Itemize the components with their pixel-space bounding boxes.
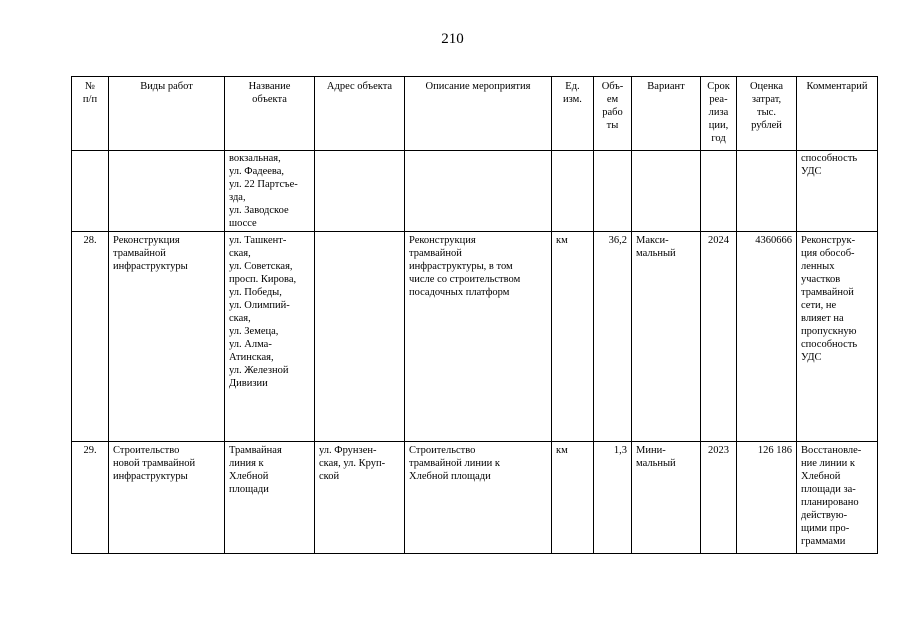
cell-object-name <box>225 442 315 554</box>
cell-address <box>315 442 405 554</box>
header-address <box>315 77 405 151</box>
cell-line: ем <box>606 94 619 105</box>
cell-object-name <box>225 232 315 442</box>
header-variant <box>632 77 701 151</box>
cell-line: Дивизии <box>229 378 268 389</box>
cell-line: ской <box>319 471 340 482</box>
header-work-type <box>109 77 225 151</box>
cell-line: ции, <box>708 120 729 131</box>
header-unit <box>552 77 594 151</box>
cell-line: Мини- <box>636 445 666 456</box>
cell-line: трамвайной <box>113 248 166 259</box>
table-row <box>72 232 878 442</box>
cell-unit: км <box>552 442 594 554</box>
cell-line: Реконструкция <box>409 235 476 246</box>
cell-line: ул. Железной <box>229 365 289 376</box>
cell-line: участков <box>801 274 841 285</box>
cell-work-type <box>109 232 225 442</box>
cell-line: пропускную <box>801 326 857 337</box>
cell-line: граммами <box>801 536 846 547</box>
cell-line: Оценка <box>749 81 784 92</box>
cell-line: щими про- <box>801 523 850 534</box>
cell-description <box>405 442 552 554</box>
cell-line: влияет на <box>801 313 844 324</box>
cell-line: ская, ул. Круп- <box>319 458 386 469</box>
cell-line: Реконструк- <box>801 235 856 246</box>
cell-line: числе со строительством <box>409 274 521 285</box>
cell-line: Срок <box>707 81 730 92</box>
cell-line: Строительство <box>409 445 476 456</box>
cell-address <box>315 151 405 232</box>
cell-line: ул. 22 Партсъе- <box>229 179 298 190</box>
cell-line: затрат, <box>751 94 782 105</box>
cell-line: изм. <box>563 94 582 105</box>
cell-line: УДС <box>801 352 822 363</box>
cell-line: инфраструктуры <box>113 261 188 272</box>
cell-line: способность <box>801 153 858 164</box>
cell-line: просп. Кирова, <box>229 274 297 285</box>
cell-num: 29. <box>72 442 109 554</box>
cell-variant <box>632 232 701 442</box>
cell-line: ты <box>606 120 619 131</box>
header-comment <box>797 77 878 151</box>
cell-line: трамвайной <box>801 287 854 298</box>
cell-unit <box>552 151 594 232</box>
cell-line: Макси- <box>636 235 669 246</box>
cell-line: лиза <box>708 107 729 118</box>
cell-term <box>701 151 737 232</box>
cell-line: вокзальная, <box>229 153 281 164</box>
cell-line: ул. Победы, <box>229 287 282 298</box>
cell-line: рублей <box>751 120 782 131</box>
cell-cost: 4360666 <box>737 232 797 442</box>
cell-comment <box>797 151 878 232</box>
header-volume <box>594 77 632 151</box>
cell-variant <box>632 151 701 232</box>
cell-line: Трамвайная <box>229 445 282 456</box>
cell-line: ул. Ташкент- <box>229 235 287 246</box>
cell-variant <box>632 442 701 554</box>
cell-num: 28. <box>72 232 109 442</box>
cell-line: ленных <box>801 261 835 272</box>
cell-line: ская, <box>229 248 251 259</box>
cell-line: ул. Алма- <box>229 339 272 350</box>
cell-line: Хлебной площади <box>409 471 491 482</box>
cell-line: Название <box>248 81 291 92</box>
cell-line: Строительство <box>113 445 180 456</box>
cell-line: трамвайной <box>409 248 462 259</box>
cell-work-type <box>109 151 225 232</box>
cell-line: мальный <box>636 248 676 259</box>
cell-line: Атинская, <box>229 352 274 363</box>
cell-line: мальный <box>636 458 676 469</box>
cell-address <box>315 232 405 442</box>
cell-work-type <box>109 442 225 554</box>
cell-line: сети, не <box>801 300 837 311</box>
cell-line: инфраструктуры <box>113 471 188 482</box>
cell-line: планировано <box>801 497 859 508</box>
header-object-name <box>225 77 315 151</box>
cell-comment <box>797 442 878 554</box>
cell-line: площади <box>229 484 269 495</box>
cell-line: УДС <box>801 166 822 177</box>
cell-volume: 36,2 <box>594 232 632 442</box>
cell-line: ние линии к <box>801 458 855 469</box>
cell-line: посадочных платформ <box>409 287 510 298</box>
cell-line: линия к <box>229 458 264 469</box>
header-description <box>405 77 552 151</box>
cell-line: Адрес объекта <box>326 81 393 92</box>
cell-line: Объ- <box>601 81 624 92</box>
cell-cost: 126 186 <box>737 442 797 554</box>
cell-line: способность <box>801 339 858 350</box>
cell-line: инфраструктуры, в том <box>409 261 513 272</box>
cell-line: зда, <box>229 192 246 203</box>
cell-description <box>405 151 552 232</box>
page-number: 210 <box>441 31 464 47</box>
header-term <box>701 77 737 151</box>
cell-line: реа- <box>709 94 728 105</box>
cell-line: ул. Фадеева, <box>229 166 285 177</box>
cell-line: ция обособ- <box>801 248 855 259</box>
cell-line: Реконструкция <box>113 235 180 246</box>
cell-line: № <box>84 81 96 92</box>
cell-volume <box>594 151 632 232</box>
cell-volume: 1,3 <box>594 442 632 554</box>
cell-line: тыс. <box>757 107 776 118</box>
cell-line: п/п <box>82 94 98 105</box>
cell-line: Восстановле- <box>801 445 862 456</box>
cell-line: Описание мероприятия <box>425 81 531 92</box>
cell-line: шоссе <box>229 218 257 229</box>
cell-line: объекта <box>252 94 287 105</box>
cell-term: 2024 <box>701 232 737 442</box>
cell-unit: км <box>552 232 594 442</box>
cell-line: Хлебной <box>229 471 269 482</box>
cell-cost <box>737 151 797 232</box>
header-cost <box>737 77 797 151</box>
cell-object-name <box>225 151 315 232</box>
cell-line: Комментарий <box>806 81 868 92</box>
cell-line: ул. Олимпий- <box>229 300 290 311</box>
cell-line: год <box>711 133 726 144</box>
cell-line: ул. Фрунзен- <box>319 445 377 456</box>
header-num <box>72 77 109 151</box>
table-header-row <box>72 77 878 151</box>
cell-term: 2023 <box>701 442 737 554</box>
table-row <box>72 151 878 232</box>
cell-line: ул. Земеца, <box>229 326 279 337</box>
cell-line: Вариант <box>647 81 685 92</box>
cell-line: рабо <box>602 107 623 118</box>
cell-line: действую- <box>801 510 848 521</box>
cell-description <box>405 232 552 442</box>
cell-comment <box>797 232 878 442</box>
cell-line: Хлебной <box>801 471 841 482</box>
cell-line: ул. Заводское <box>229 205 289 216</box>
cell-line: ская, <box>229 313 251 324</box>
cell-line: трамвайной линии к <box>409 458 500 469</box>
cell-num <box>72 151 109 232</box>
cell-line: новой трамвайной <box>113 458 196 469</box>
cell-line: Виды работ <box>140 81 193 92</box>
table-row <box>72 442 878 554</box>
cell-line: Ед. <box>565 81 580 92</box>
cell-line: ул. Советская, <box>229 261 293 272</box>
works-table <box>71 76 878 554</box>
cell-line: площади за- <box>801 484 856 495</box>
